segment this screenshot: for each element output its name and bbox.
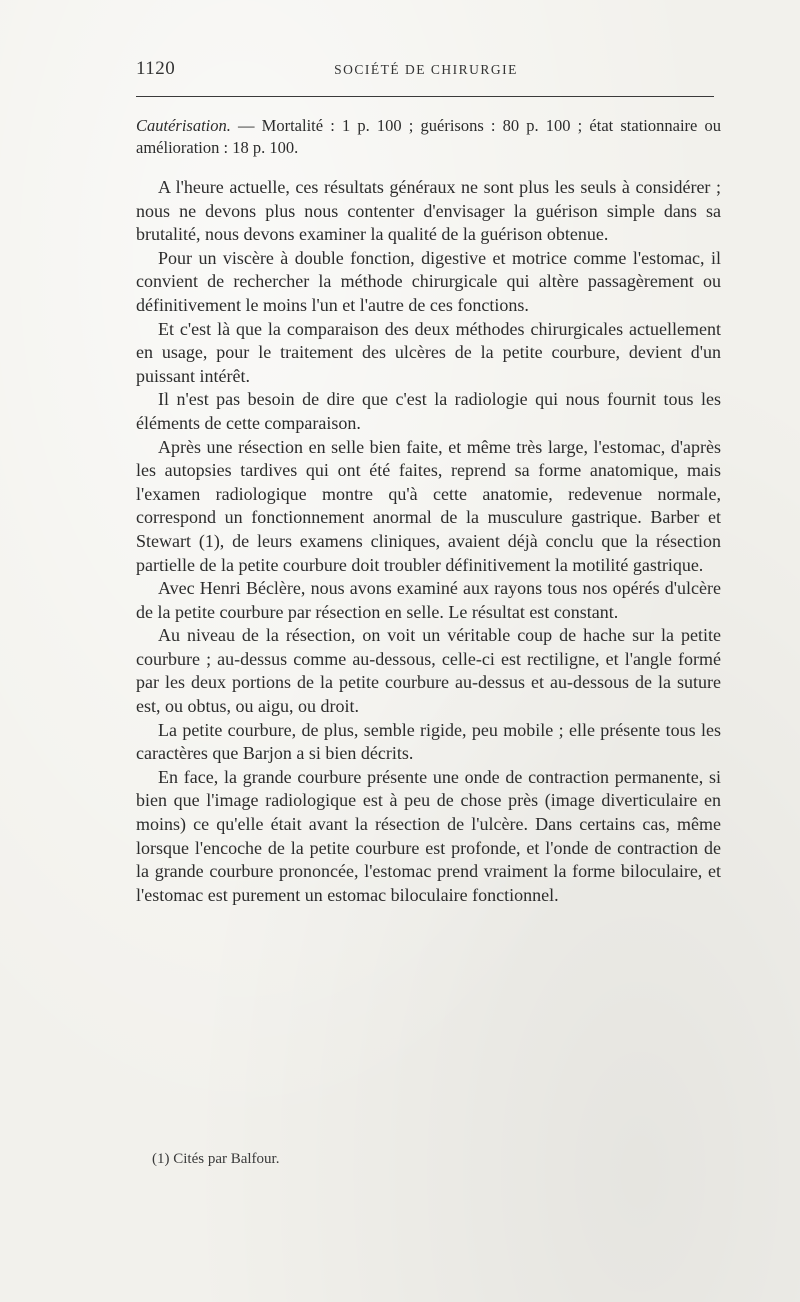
page-header xyxy=(136,58,716,88)
cauterisation-stats xyxy=(136,115,721,159)
page-number: 1120 xyxy=(136,58,176,79)
paragraph: Et c'est là que la comparaison des deux méthodes chirurgicales actuellement en usage, pour le traitement des ulcères de la petite courbure, devient d'un puissant intérêt. xyxy=(136,318,721,386)
header-rule xyxy=(136,96,714,97)
paragraph: Avec Henri Béclère, nous avons examiné aux rayons tous nos opérés d'ulcère de la petite courbure par résection en selle. Le résultat est constant. xyxy=(136,578,721,622)
paragraph: Il n'est pas besoin de dire que c'est la radiologie qui nous fournit tous les éléments de cette comparaison. xyxy=(136,389,721,433)
paragraph: Pour un viscère à double fonction, digestive et motrice comme l'estomac, il convient de rechercher la méthode chirurgicale qui altère passagèrement ou définitivement le moins l'un et l'autre de ces fonctions. xyxy=(136,247,721,315)
paragraph: En face, la grande courbure présente une onde de contraction permanente, si bien que l'image radiologique est à peu de chose près (image diverticulaire en moins) ce qu'elle était avant la résection de l'ulcère. Dans certains cas, même lorsque l'encoche de la petite courbure est profonde, et l'onde de contraction de la grande courbure prononcée, l'estomac prend vraiment la forme biloculaire, et l'estomac est purement un estomac biloculaire fonctionnel. xyxy=(136,766,721,905)
cauterisation-text: — Mortalité : 1 p. 100 ; guérisons : 80 p. 100 ; état stationnaire ou amélioration : 18 p. 100. xyxy=(136,116,721,157)
footnote: (1) Cités par Balfour. xyxy=(152,1151,280,1167)
paragraph: La petite courbure, de plus, semble rigide, peu mobile ; elle présente tous les caractères que Barjon a si bien décrits. xyxy=(136,719,721,764)
paragraph: A l'heure actuelle, ces résultats généraux ne sont plus les seuls à considérer ; nous ne devons plus nous contenter d'envisager la guérison simple dans sa brutalité, nous devons examiner la qualité de la guérison obtenue. xyxy=(136,177,721,245)
paragraph: Après une résection en selle bien faite, et même très large, l'estomac, d'après les autopsies tardives qui ont été faites, reprend sa forme anatomique, mais l'examen radiologique montre qu'à cette anatomie, redevenue normale, correspond un fonctionnement anormal de la musculure gastrique. Barber et Stewart (1), de leurs examens cliniques, avaient déjà conclu que la résection partielle de la petite courbure doit troubler définitivement la motilité gastrique. xyxy=(136,436,721,575)
paragraph: Au niveau de la résection, on voit un véritable coup de hache sur la petite courbure ; au-dessus comme au-dessous, celle-ci est rectiligne, et l'angle formé par les deux portions de la petite courbure au-dessus et au-dessous de la suture est, ou obtus, ou aigu, ou droit. xyxy=(136,625,721,717)
body-text xyxy=(136,176,721,907)
cauterisation-label: Cautérisation. xyxy=(136,116,231,135)
running-head: SOCIÉTÉ DE CHIRURGIE xyxy=(334,62,518,77)
